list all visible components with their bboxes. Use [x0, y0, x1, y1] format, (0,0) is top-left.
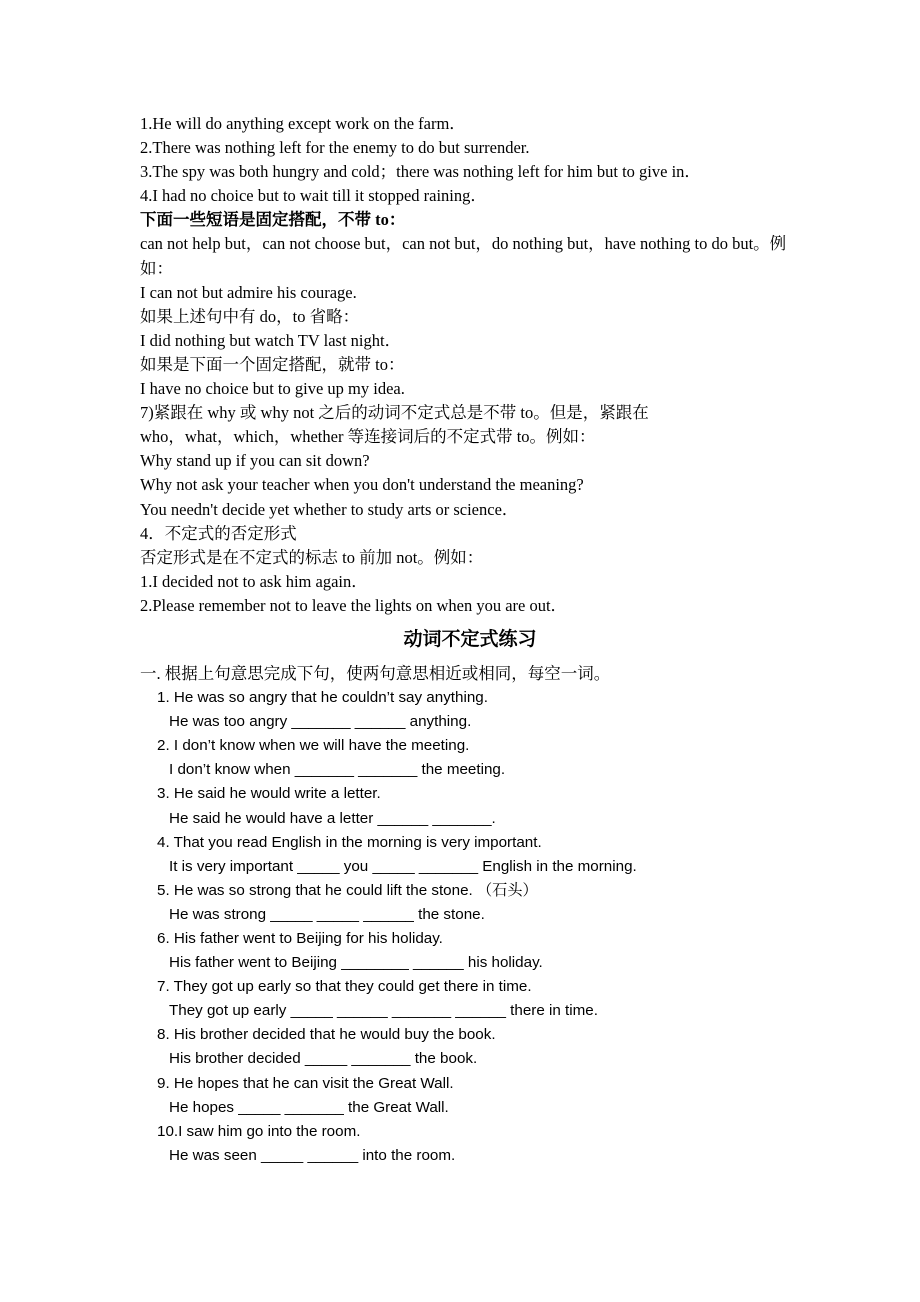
- exercise-answer-line: They got up early _____ ______ _______ ______ there in time.: [169, 1002, 598, 1020]
- exercise-answer-line: His father went to Beijing ________ ______ his holiday.: [169, 954, 543, 972]
- exercise-answer-line: It is very important _____ you _____ _______ English in the morning.: [169, 857, 637, 875]
- exercise-answer-line: He hopes _____ _______ the Great Wall.: [169, 1098, 449, 1116]
- example-sentence: You needn't decide yet whether to study arts or science．: [140, 499, 519, 519]
- exercise-question: 6. His father went to Beijing for his holiday.: [157, 930, 443, 947]
- intro-line: 4.I had no choice but to wait till it stopped raining．: [140, 186, 487, 206]
- rule-7-line: 7)紧跟在 why 或 why not 之后的动词不定式总是不带 to。但是，紧跟在: [140, 403, 649, 423]
- exercise-question: 2. I don’t know when we will have the meeting.: [157, 737, 470, 755]
- exercise-answer-line: He said he would have a letter ______ _______.: [169, 809, 496, 827]
- exercise-question: 7. They got up early so that they could get there in time.: [157, 978, 532, 996]
- fixed-phrases-heading: 下面一些短语是固定搭配，不带 to：: [140, 210, 406, 230]
- example-sentence: Why not ask your teacher when you don't understand the meaning?: [140, 475, 584, 495]
- rule-7-line: who，what，which，whether 等连接词后的不定式带 to。例如：: [140, 427, 596, 447]
- exercise-answer-line: He was strong _____ _____ ______ the stone.: [169, 905, 485, 923]
- exercise-question: 8. His brother decided that he would buy the book.: [157, 1026, 496, 1044]
- exercise-instruction: 一. 根据上句意思完成下句，使两句意思相近或相同，每空一词。: [140, 663, 611, 683]
- note-line: 如果上述句中有 do，to 省略：: [140, 306, 360, 326]
- section-4-text: 否定形式是在不定式的标志 to 前加 not。例如：: [140, 547, 484, 567]
- intro-line: 2.There was nothing left for the enemy to do but surrender.: [140, 138, 530, 158]
- example-sentence: I have no choice but to give up my idea.: [140, 379, 405, 399]
- exercise-answer-line: He was seen _____ ______ into the room.: [169, 1146, 456, 1164]
- negation-example: 1.I decided not to ask him again．: [140, 571, 368, 591]
- note-line: 如果是下面一个固定搭配，就带 to：: [140, 354, 405, 374]
- exercise-list: [140, 686, 800, 1168]
- exercise-question: 9. He hopes that he can visit the Great Wall.: [157, 1074, 454, 1092]
- exercise-question: 3. He said he would write a letter.: [157, 785, 381, 803]
- negation-example: 2.Please remember not to leave the lights on when you are out．: [140, 595, 568, 615]
- exercise-title: 动词不定式练习: [403, 628, 537, 650]
- example-sentence: Why stand up if you can sit down?: [140, 451, 370, 471]
- section-4-heading: 4．不定式的否定形式: [140, 523, 297, 543]
- example-sentence: I did nothing but watch TV last night．: [140, 330, 402, 350]
- exercise-question: 4. That you read English in the morning is very important.: [157, 833, 542, 851]
- exercise-answer-line: His brother decided _____ _______ the book.: [169, 1050, 478, 1068]
- exercise-question: 10.I saw him go into the room.: [157, 1122, 361, 1140]
- fixed-phrases-text: can not help but，can not choose but，can not but，do nothing but，have nothing to do but。例如：: [140, 234, 787, 278]
- exercise-answer-line: I don’t know when _______ _______ the meeting.: [169, 761, 506, 779]
- intro-line: 1.He will do anything except work on the farm．: [140, 114, 466, 133]
- example-sentence: I can not but admire his courage.: [140, 282, 357, 302]
- exercise-answer-line: He was too angry _______ ______ anything.: [169, 713, 472, 731]
- document-page: [140, 112, 800, 1168]
- intro-line: 3.The spy was both hungry and cold；there was nothing left for him but to give in．: [140, 162, 701, 182]
- exercise-question: 5. He was so strong that he could lift the stone. （石头）: [157, 881, 538, 899]
- exercise-question: 1. He was so angry that he couldn’t say anything.: [157, 689, 488, 707]
